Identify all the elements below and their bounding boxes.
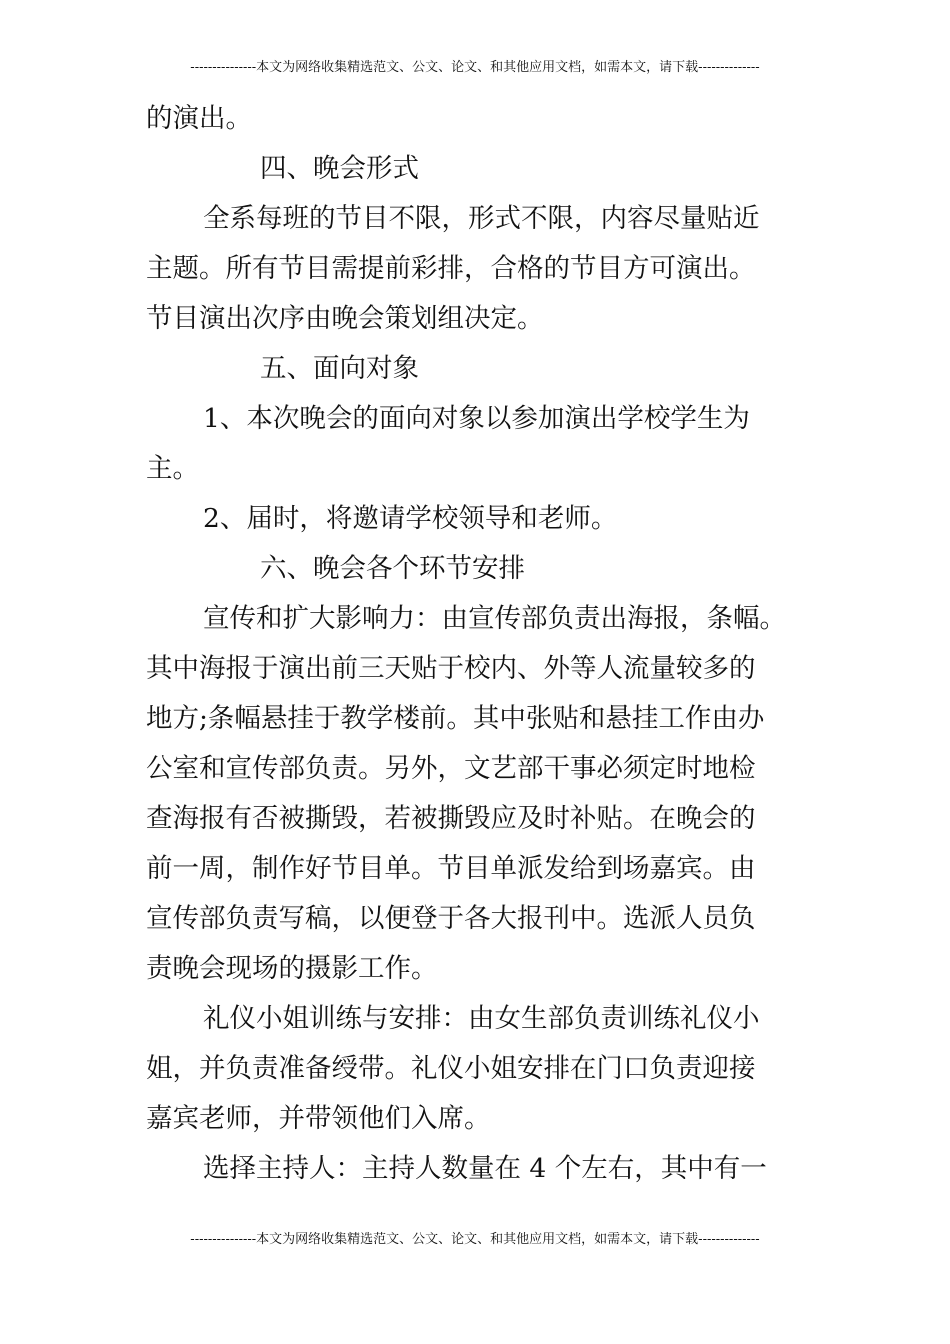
section6-para1-line-2: 其中海报于演出前三天贴于校内、外等人流量较多的 — [146, 653, 756, 684]
continuation-text: 的演出。 — [146, 103, 252, 134]
section-heading-5: 五、面向对象 — [260, 353, 419, 384]
section6-para1-line-6: 前一周，制作好节目单。节目单派发给到场嘉宾。由 — [146, 853, 756, 884]
section6-para2-line-3: 嘉宾老师，并带领他们入席。 — [146, 1103, 491, 1134]
section6-para2-line-1: 礼仪小姐训练与安排：由女生部负责训练礼仪小 — [203, 1003, 760, 1034]
section6-para1-line-3: 地方;条幅悬挂于教学楼前。其中张贴和悬挂工作由办 — [146, 703, 765, 734]
section6-para1-line-5: 查海报有否被撕毁，若被撕毁应及时补贴。在晚会的 — [146, 803, 756, 834]
section-heading-4: 四、晚会形式 — [260, 153, 419, 184]
document-body — [146, 94, 806, 1194]
section5-item1-line-1: 1、本次晚会的面向对象以参加演出学校学生为 — [203, 403, 750, 434]
section6-para1-line-1: 宣传和扩大影响力：由宣传部负责出海报，条幅。 — [203, 603, 786, 634]
section-heading-6: 六、晚会各个环节安排 — [260, 553, 525, 584]
section5-item2: 2、届时，将邀请学校领导和老师。 — [203, 503, 618, 534]
section4-line-3: 节目演出次序由晚会策划组决定。 — [146, 303, 544, 334]
section6-para3-line-1: 选择主持人：主持人数量在 4 个左右，其中有一 — [203, 1153, 767, 1184]
page-header: ---------------本文为网络收集精选范文、公文、论文、和其他应用文档，如需本文，请下载-------------- — [190, 60, 760, 75]
section5-item1-line-2: 主。 — [146, 453, 199, 484]
section6-para1-line-7: 宣传部负责写稿，以便登于各大报刊中。选派人员负 — [146, 903, 756, 934]
section4-line-2: 主题。所有节目需提前彩排，合格的节目方可演出。 — [146, 253, 756, 284]
page-footer: ---------------本文为网络收集精选范文、公文、论文、和其他应用文档，如需本文，请下载-------------- — [190, 1232, 760, 1247]
section6-para1-line-4: 公室和宣传部负责。另外，文艺部干事必须定时地检 — [146, 753, 756, 784]
section6-para2-line-2: 姐，并负责准备绶带。礼仪小姐安排在门口负责迎接 — [146, 1053, 756, 1084]
section6-para1-line-8: 责晚会现场的摄影工作。 — [146, 953, 438, 984]
section4-line-1: 全系每班的节目不限，形式不限，内容尽量贴近 — [203, 203, 760, 234]
